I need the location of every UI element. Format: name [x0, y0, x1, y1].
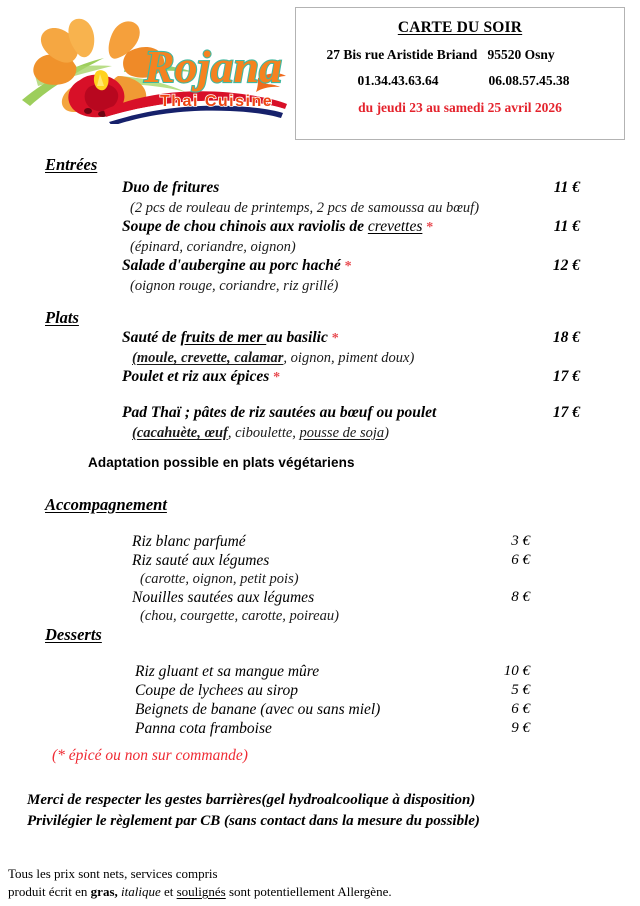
section-heading-entres: Entrées — [45, 155, 98, 174]
menu-item-price: 6 € — [511, 701, 530, 717]
menu-item — [132, 551, 269, 571]
fineprint-text: produit écrit en — [8, 884, 91, 899]
logo-brand-text: Rojana — [144, 41, 283, 92]
menu-item-ingredients — [132, 424, 389, 443]
dish-name-text: Pad Thaï ; pâtes de riz sautées au bœuf ou poulet — [122, 404, 437, 421]
dish-name-text: Soupe de chou chinois aux raviolis de — [122, 218, 368, 235]
menu-item-ingredients — [130, 277, 338, 296]
dish-text: Nouilles sautées aux légumes — [132, 589, 315, 606]
menu-item-price: 17 € — [552, 404, 580, 421]
dish-text: (carotte, oignon, petit pois) — [140, 571, 299, 587]
health-notice-2: Privilégier le règlement par CB (sans contact dans la mesure du possible) — [27, 813, 480, 829]
health-notice-1: Merci de respecter les gestes barrières(gel hydroalcoolique à disposition) — [27, 792, 476, 808]
menu-item-ingredients — [130, 238, 296, 257]
spicy-asterisk: * — [344, 259, 352, 274]
menu-item — [135, 681, 298, 701]
menu-item — [132, 532, 246, 552]
section-heading-desserts: Desserts — [45, 625, 102, 644]
dish-text: , ciboulette, — [227, 425, 300, 441]
logo-tagline-text: Thai Cuisine — [160, 93, 274, 110]
dish-name-text: Poulet et riz aux épices — [122, 368, 274, 385]
dish-text: Riz gluant et sa mangue mûre — [135, 663, 320, 680]
vegetarian-note: Adaptation possible en plats végétariens — [88, 455, 355, 470]
menu-item — [122, 217, 433, 238]
menu-item — [135, 719, 272, 739]
phone-line — [296, 73, 624, 89]
allergen-underlined: pousse de soja — [299, 425, 385, 441]
dish-name-text: Duo de fritures — [122, 179, 220, 196]
menu-item-ingredients — [130, 199, 479, 218]
menu-item-ingredients — [140, 607, 339, 626]
menu-item — [122, 367, 280, 388]
dish-text: (chou, courgette, carotte, poireau) — [140, 608, 339, 624]
menu-item-price: 12 € — [552, 257, 580, 274]
dish-text: Panna cota framboise — [135, 720, 272, 737]
menu-item-price: 18 € — [552, 329, 580, 346]
postal-city: 95520 Osny — [487, 47, 555, 62]
menu-item — [132, 588, 314, 608]
address-line — [296, 47, 624, 63]
menu-item-price: 3 € — [511, 533, 530, 549]
menu-item — [122, 256, 352, 277]
menu-item — [122, 178, 219, 198]
phone-landline: 01.34.43.63.64 — [357, 73, 439, 88]
dish-text: Riz sauté aux légumes — [132, 552, 270, 569]
menu-item-price: 5 € — [511, 682, 530, 698]
allergen-underlined: crevettes — [367, 218, 423, 235]
menu-item — [122, 403, 436, 423]
dish-name-text: Salade d'aubergine au porc haché — [122, 257, 345, 274]
dish-text: Beignets de banane (avec ou sans miel) — [135, 701, 381, 718]
dish-text: (2 pcs de rouleau de printemps, 2 pcs de samoussa au bœuf) — [130, 200, 480, 216]
dish-name-text: au basilic — [266, 329, 332, 346]
dish-text: (épinard, coriandre, oignon) — [130, 239, 296, 255]
menu-item-price: 6 € — [511, 552, 530, 568]
dish-text: Riz blanc parfumé — [132, 533, 246, 550]
carte-header-box — [295, 7, 625, 140]
spicy-legend: (* épicé ou non sur commande) — [52, 747, 248, 764]
spicy-asterisk: * — [273, 370, 281, 385]
allergen-bold-underlined: cacahuète, œuf — [136, 425, 228, 441]
fineprint-text: et — [160, 884, 177, 899]
menu-item — [135, 700, 380, 720]
section-heading-accompagnement: Accompagnement — [45, 495, 167, 514]
logo-graphic — [8, 14, 293, 124]
fineprint-line-2 — [8, 883, 392, 901]
allergen-bold-underlined: fruits de mer — [180, 329, 267, 346]
menu-item-price: 10 € — [503, 663, 530, 679]
date-range: du jeudi 23 au samedi 25 avril 2026 — [358, 100, 562, 115]
carte-title: CARTE DU SOIR — [397, 19, 523, 36]
spicy-asterisk: * — [426, 220, 434, 235]
phone-mobile: 06.08.57.45.38 — [488, 73, 570, 88]
menu-item-ingredients — [132, 349, 414, 368]
menu-item-price: 9 € — [511, 720, 530, 736]
dish-text: Coupe de lychees au sirop — [135, 682, 298, 699]
restaurant-logo — [8, 14, 293, 124]
fineprint-italic: italique — [121, 884, 161, 899]
allergen-bold-underlined: ( — [132, 350, 137, 366]
fineprint-bold: gras, — [90, 884, 118, 899]
menu-item-price: 8 € — [511, 589, 530, 605]
street-address: 27 Bis rue Aristide Briand — [326, 47, 478, 62]
fineprint-underline: soulignés — [176, 884, 226, 899]
dish-name-text: Sauté de — [122, 329, 181, 346]
spicy-asterisk: * — [331, 331, 339, 346]
section-heading-plats: Plats — [45, 308, 79, 327]
fineprint-line-1: Tous les prix sont nets, services compris — [8, 866, 218, 881]
dish-text: (oignon rouge, coriandre, riz grillé) — [130, 278, 339, 294]
menu-item — [122, 328, 339, 349]
allergen-bold-underlined: ( — [132, 425, 137, 441]
fineprint-text: sont potentiellement Allergène. — [225, 884, 392, 899]
menu-item-price: 17 € — [552, 368, 580, 385]
dish-text: ) — [384, 425, 389, 441]
menu-item — [135, 662, 319, 682]
allergen-bold-underlined: moule, crevette, calamar — [136, 350, 284, 366]
menu-item-ingredients — [140, 570, 299, 589]
menu-body — [0, 150, 640, 899]
menu-item-price: 11 € — [553, 179, 580, 196]
menu-item-price: 11 € — [553, 218, 580, 235]
dish-text: , oignon, piment doux) — [283, 350, 415, 366]
